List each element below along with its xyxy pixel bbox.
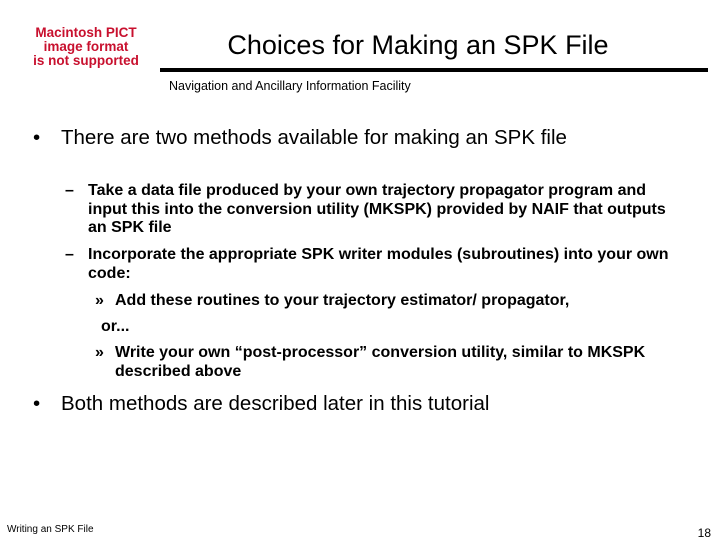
page-subtitle: Navigation and Ancillary Information Facility: [169, 79, 411, 93]
sub-sub-bullet-text: Add these routines to your trajectory estimator/ propagator,: [115, 292, 570, 309]
title-divider: [160, 68, 708, 72]
bullet-marker: •: [33, 392, 41, 415]
sub-bullet-text: Take a data file produced by your own trajectory propagator program and input this into the conversion utility (MKSPK) provided by NAIF that outputs an SPK file: [88, 182, 666, 236]
sub-bullet-text: Incorporate the appropriate SPK writer modules (subroutines) into your own code:: [88, 246, 669, 282]
sub-sub-bullet-item: [95, 292, 695, 311]
placeholder-line: Macintosh PICT: [35, 25, 137, 40]
bullet-item: [33, 126, 671, 150]
bullet-text: There are two methods available for making an SPK file: [61, 126, 567, 149]
sub-sub-bullet-text: Write your own “post-processor” conversion utility, similar to MKSPK described above: [115, 344, 646, 380]
page-title: Choices for Making an SPK File: [227, 30, 609, 60]
bullet-text: Both methods are described later in this tutorial: [61, 392, 490, 415]
placeholder-line: image format: [43, 39, 129, 54]
continuation-text: or...: [101, 318, 130, 335]
page-number: 18: [697, 526, 711, 540]
bullet-marker: •: [33, 126, 41, 149]
placeholder-line: is not supported: [33, 53, 139, 68]
sub-sub-bullet-marker: »: [95, 292, 104, 309]
unsupported-image-placeholder: [13, 26, 159, 70]
sub-sub-bullet-item: [95, 344, 675, 381]
footer-title: Writing an SPK File: [7, 524, 94, 535]
bullet-item: [33, 392, 701, 416]
sub-sub-bullet-marker: »: [95, 344, 104, 361]
sub-bullet-item: [65, 182, 688, 238]
sub-sub-bullet-continuation: [101, 318, 129, 337]
sub-bullet-marker: –: [65, 246, 74, 263]
sub-bullet-marker: –: [65, 182, 74, 199]
sub-bullet-item: [65, 246, 688, 283]
